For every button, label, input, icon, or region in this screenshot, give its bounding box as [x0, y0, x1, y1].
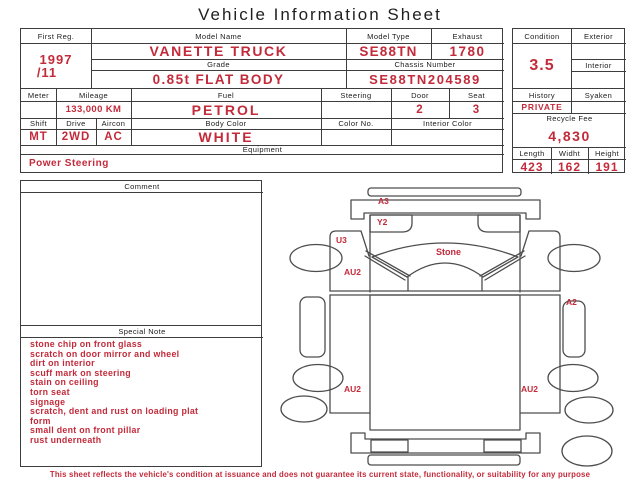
wheel-rear-left [281, 396, 327, 422]
special-note-line: signage [30, 396, 66, 407]
interior-color-value [391, 129, 504, 145]
seat-label: Seat [467, 90, 486, 100]
rear-panel [351, 433, 540, 453]
mileage-value: 133,000 KM [65, 104, 122, 115]
special-note-line: scuff mark on steering [30, 367, 131, 378]
door-window-left [300, 297, 325, 357]
height-value: 191 [595, 159, 619, 174]
drive-value: 2WD [61, 131, 91, 143]
door-label: Door [411, 90, 429, 100]
interior-color-label: Interior Color [423, 119, 472, 128]
chassis-number-value: SE88TN204589 [369, 72, 481, 87]
front-fender-right [521, 231, 560, 291]
wheel-front-right [548, 365, 598, 392]
page-title: Vehicle Information Sheet [198, 5, 442, 24]
special-note-line: rust underneath [30, 434, 102, 445]
interior-value [571, 71, 626, 89]
wheel-rear-right [565, 397, 613, 423]
drive-label: Drive [66, 119, 86, 128]
damage-label-a2: A2 [566, 297, 577, 307]
tail-light-left [371, 440, 408, 452]
vehicle-identity-table [20, 28, 503, 89]
side-mirror-right [548, 245, 600, 272]
exhaust-value: 1780 [449, 43, 486, 59]
special-note-line: form [30, 415, 51, 426]
body-color-value: WHITE [198, 129, 254, 145]
comment-value [27, 195, 257, 215]
condition-panel [512, 28, 625, 89]
meter-label: Meter [27, 90, 50, 100]
width-label: Widht [558, 148, 581, 158]
damage-label-stone: Stone [436, 247, 462, 257]
mileage-label: Mileage [78, 90, 109, 100]
exterior-label: Exterior [583, 31, 614, 41]
special-note-label: Special Note [118, 327, 166, 336]
wheel-front-left [293, 365, 343, 392]
damage-label-au2-right: AU2 [521, 384, 539, 394]
special-note-line: scratch, dent and rust on loading plat [30, 406, 199, 417]
aircon-label: Aircon [101, 119, 126, 128]
grade-label: Grade [207, 60, 230, 69]
special-note-line: small dent on front pillar [30, 425, 141, 436]
fuel-value: PETROL [191, 101, 261, 118]
special-note-line: scratch on door mirror and wheel [30, 348, 180, 359]
meter-value [21, 101, 56, 118]
seat-value: 3 [472, 103, 481, 116]
body-side-right [520, 295, 560, 413]
rear-bumper-bar [368, 455, 520, 465]
history-label: History [528, 90, 556, 100]
loading-bed [370, 295, 520, 430]
exterior-value [571, 43, 626, 59]
syaken-label: Syaken [584, 90, 613, 100]
special-note-box [20, 325, 262, 467]
height-label: Height [594, 148, 620, 158]
first-reg-label: First Reg. [37, 31, 75, 41]
damage-label-u3: U3 [336, 235, 347, 245]
syaken-value [571, 101, 626, 113]
special-note-line: stain on ceiling [30, 377, 99, 388]
grade-value: 0.85t FLAT BODY [152, 72, 285, 87]
color-no-value [321, 129, 391, 145]
model-type-value: SE88TN [359, 43, 418, 59]
footer-disclaimer: This sheet reflects the vehicle's condition at issuance and does not guarantee its current state, functionality, or suitability for any purpose [49, 470, 591, 479]
door-window-right [563, 301, 585, 357]
recycle-fee-value: 4,830 [548, 127, 591, 144]
damage-label-y2: Y2 [377, 217, 388, 227]
shift-value: MT [29, 131, 48, 143]
special-note-line: torn seat [30, 386, 70, 397]
model-name-label: Model Name [195, 31, 242, 41]
spec-table [20, 88, 503, 173]
exhaust-label: Exhaust [452, 31, 483, 41]
first-reg-year: 1997 [39, 52, 73, 67]
damage-label-au2-left: AU2 [344, 384, 362, 394]
condition-label: Condition [524, 31, 560, 41]
length-value: 423 [520, 159, 544, 174]
interior-label: Interior [585, 60, 612, 70]
history-panel [512, 88, 625, 173]
model-type-label: Model Type [367, 31, 410, 41]
width-value: 162 [557, 159, 582, 174]
history-value: PRIVATE [521, 102, 563, 112]
comment-label: Comment [124, 182, 160, 191]
damage-label-au2-pillar: AU2 [344, 267, 362, 277]
damage-diagram [275, 183, 625, 470]
tail-light-right [484, 440, 521, 452]
first-reg-month: /11 [36, 65, 58, 80]
model-name-value: VANETTE TRUCK [149, 43, 288, 59]
fuel-label: Fuel [217, 90, 235, 100]
door-value: 2 [416, 103, 424, 116]
body-side-left [330, 295, 370, 413]
steering-label: Steering [340, 90, 372, 100]
recycle-fee-label: Recycle Fee [546, 114, 593, 123]
chassis-number-label: Chassis Number [394, 60, 456, 69]
body-color-label: Body Color [205, 119, 247, 128]
shift-label: Shift [29, 119, 47, 128]
equipment-label: Equipment [242, 145, 283, 154]
special-note-list [30, 340, 258, 446]
spare-tire [562, 436, 612, 466]
cab-corner-right [478, 215, 520, 232]
special-note-line: stone chip on front glass [30, 339, 143, 349]
equipment-value: Power Steering [29, 157, 109, 169]
front-roof-bar [368, 188, 521, 196]
special-note-line: dirt on interior [30, 358, 95, 369]
steering-value [321, 101, 391, 118]
aircon-value: AC [104, 131, 123, 143]
comment-box [20, 180, 262, 326]
color-no-label: Color No. [338, 119, 374, 128]
length-label: Length [519, 148, 545, 158]
first-reg-value [21, 43, 91, 89]
side-mirror-left [290, 245, 342, 272]
condition-value: 3.5 [529, 57, 555, 74]
damage-label-a3: A3 [378, 196, 389, 206]
